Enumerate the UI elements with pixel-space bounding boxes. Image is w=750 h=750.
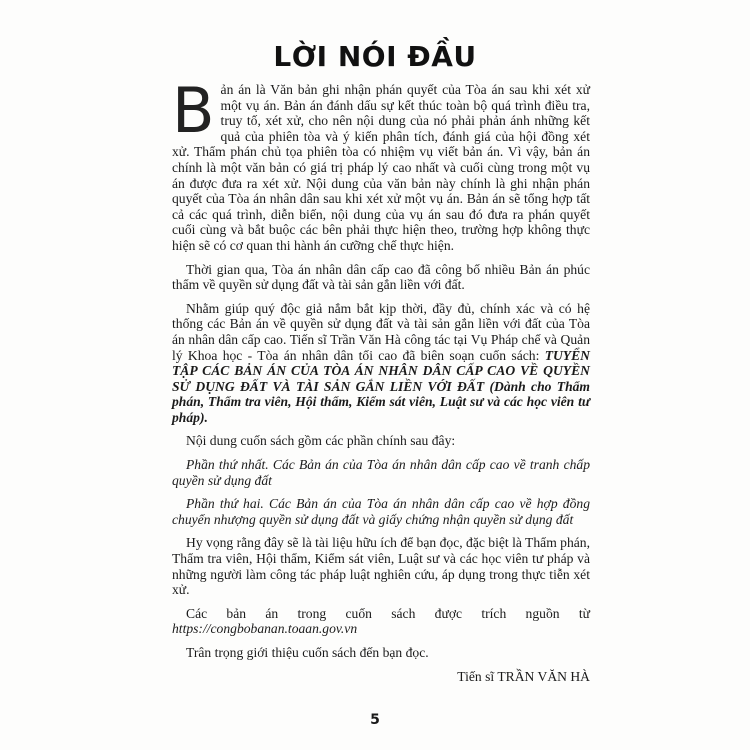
intro-paragraph <box>172 74 590 254</box>
paragraph-5: Hy vọng rằng đây sẽ là tài liệu hữu ích để bạn đọc, đặc biệt là Thẩm phán, Thẩm tra viên, Hội thẩm, Kiểm sát viên, Luật sư và các học viên tư pháp và những người làm công tác pháp luật nghiên cứu, áp dụng trong thực tiễn xét xử. <box>172 535 590 598</box>
page-number: 5 <box>370 712 380 728</box>
paragraph-3-text: Nhằm giúp quý độc giả nắm bắt kịp thời, đầy đủ, chính xác và có hệ thống các Bản án về quyền sử dụng đất và tài sản gắn liền với đất của Tòa án nhân dân cấp cao. Tiến sĩ Trần Văn Hà công tác tại Vụ Pháp chế và Quản lý Khoa học - Tòa án nhân dân tối cao đã biên soạn cuốn sách: <box>172 300 590 363</box>
paragraph-3 <box>172 301 590 426</box>
paragraph-2: Thời gian qua, Tòa án nhân dân cấp cao đã công bố nhiều Bản án phúc thẩm về quyền sử dụng đất và tài sản gắn liền với đất. <box>172 261 590 293</box>
signature: Tiến sĩ TRẦN VĂN HÀ <box>457 668 590 684</box>
paragraph-7: Trân trọng giới thiệu cuốn sách đến bạn đọc. <box>186 645 429 660</box>
drop-cap: B <box>172 74 215 147</box>
paragraph-4: Nội dung cuốn sách gồm các phần chính sau đây: <box>186 433 456 449</box>
intro-text: ản án là Văn bản ghi nhận phán quyết của Tòa án sau khi xét xử một vụ án. Bản án đánh dấu sự kết thúc toàn bộ quá trình điều tra, truy tố, xét xử, cho nên nội dung của nó phải phản ánh những kết quả của phiên tòa và ý kiến phân tích, đánh giá của hội đồng xét xử. Thẩm phán chủ tọa phiên tòa có nhiệm vụ viết bản án. Vì vậy, bản án chính là một văn bản có giá trị pháp lý cao nhất và cuối cùng trong một vụ án được đưa ra xét xử. Nội dung của văn bản này chính là ghi nhận phán quyết của Tòa án nhân dân sau khi xét xử một vụ án. Bản án sẽ tổng hợp tất cả các quá trình, diễn biến, nội dung của vụ án sau đó đưa ra phán quyết cuối cùng và bắt buộc các bên phải thực hiện theo, trường hợp không thực hiện sẽ có cơ quan thi hành án cưỡng chế thực hiện. <box>172 82 590 253</box>
source-url: https://congbobanan.toaan.gov.vn <box>172 621 358 637</box>
part-1: Phần thứ nhất. Các Bản án của Tòa án nhân dân cấp cao về tranh chấp quyền sử dụng đất <box>172 457 590 488</box>
part-2: Phần thứ hai. Các Bản án của Tòa án nhân dân cấp cao về hợp đồng chuyển nhượng quyền sử dụng đất và giấy chứng nhận quyền sử dụng đất <box>172 496 590 527</box>
book-title: TUYỂN TẬP CÁC BẢN ÁN CỦA TÒA ÁN NHÂN DÂN CẤP CAO VỀ QUYỀN SỬ DỤNG ĐẤT VÀ TÀI SẢN GẮN LIỀN VỚI ĐẤT (Dành cho Thẩm phán, Thẩm tra viên, Hội thẩm, Kiểm sát viên, Luật sư và các học viên tư pháp). <box>172 347 590 425</box>
paragraph-6-text: Các bản án trong cuốn sách được trích nguồn từ <box>186 605 590 621</box>
foreword-body <box>172 74 590 684</box>
paragraph-6 <box>172 606 590 637</box>
page-title: LỜI NÓI ĐẦU <box>273 40 477 73</box>
